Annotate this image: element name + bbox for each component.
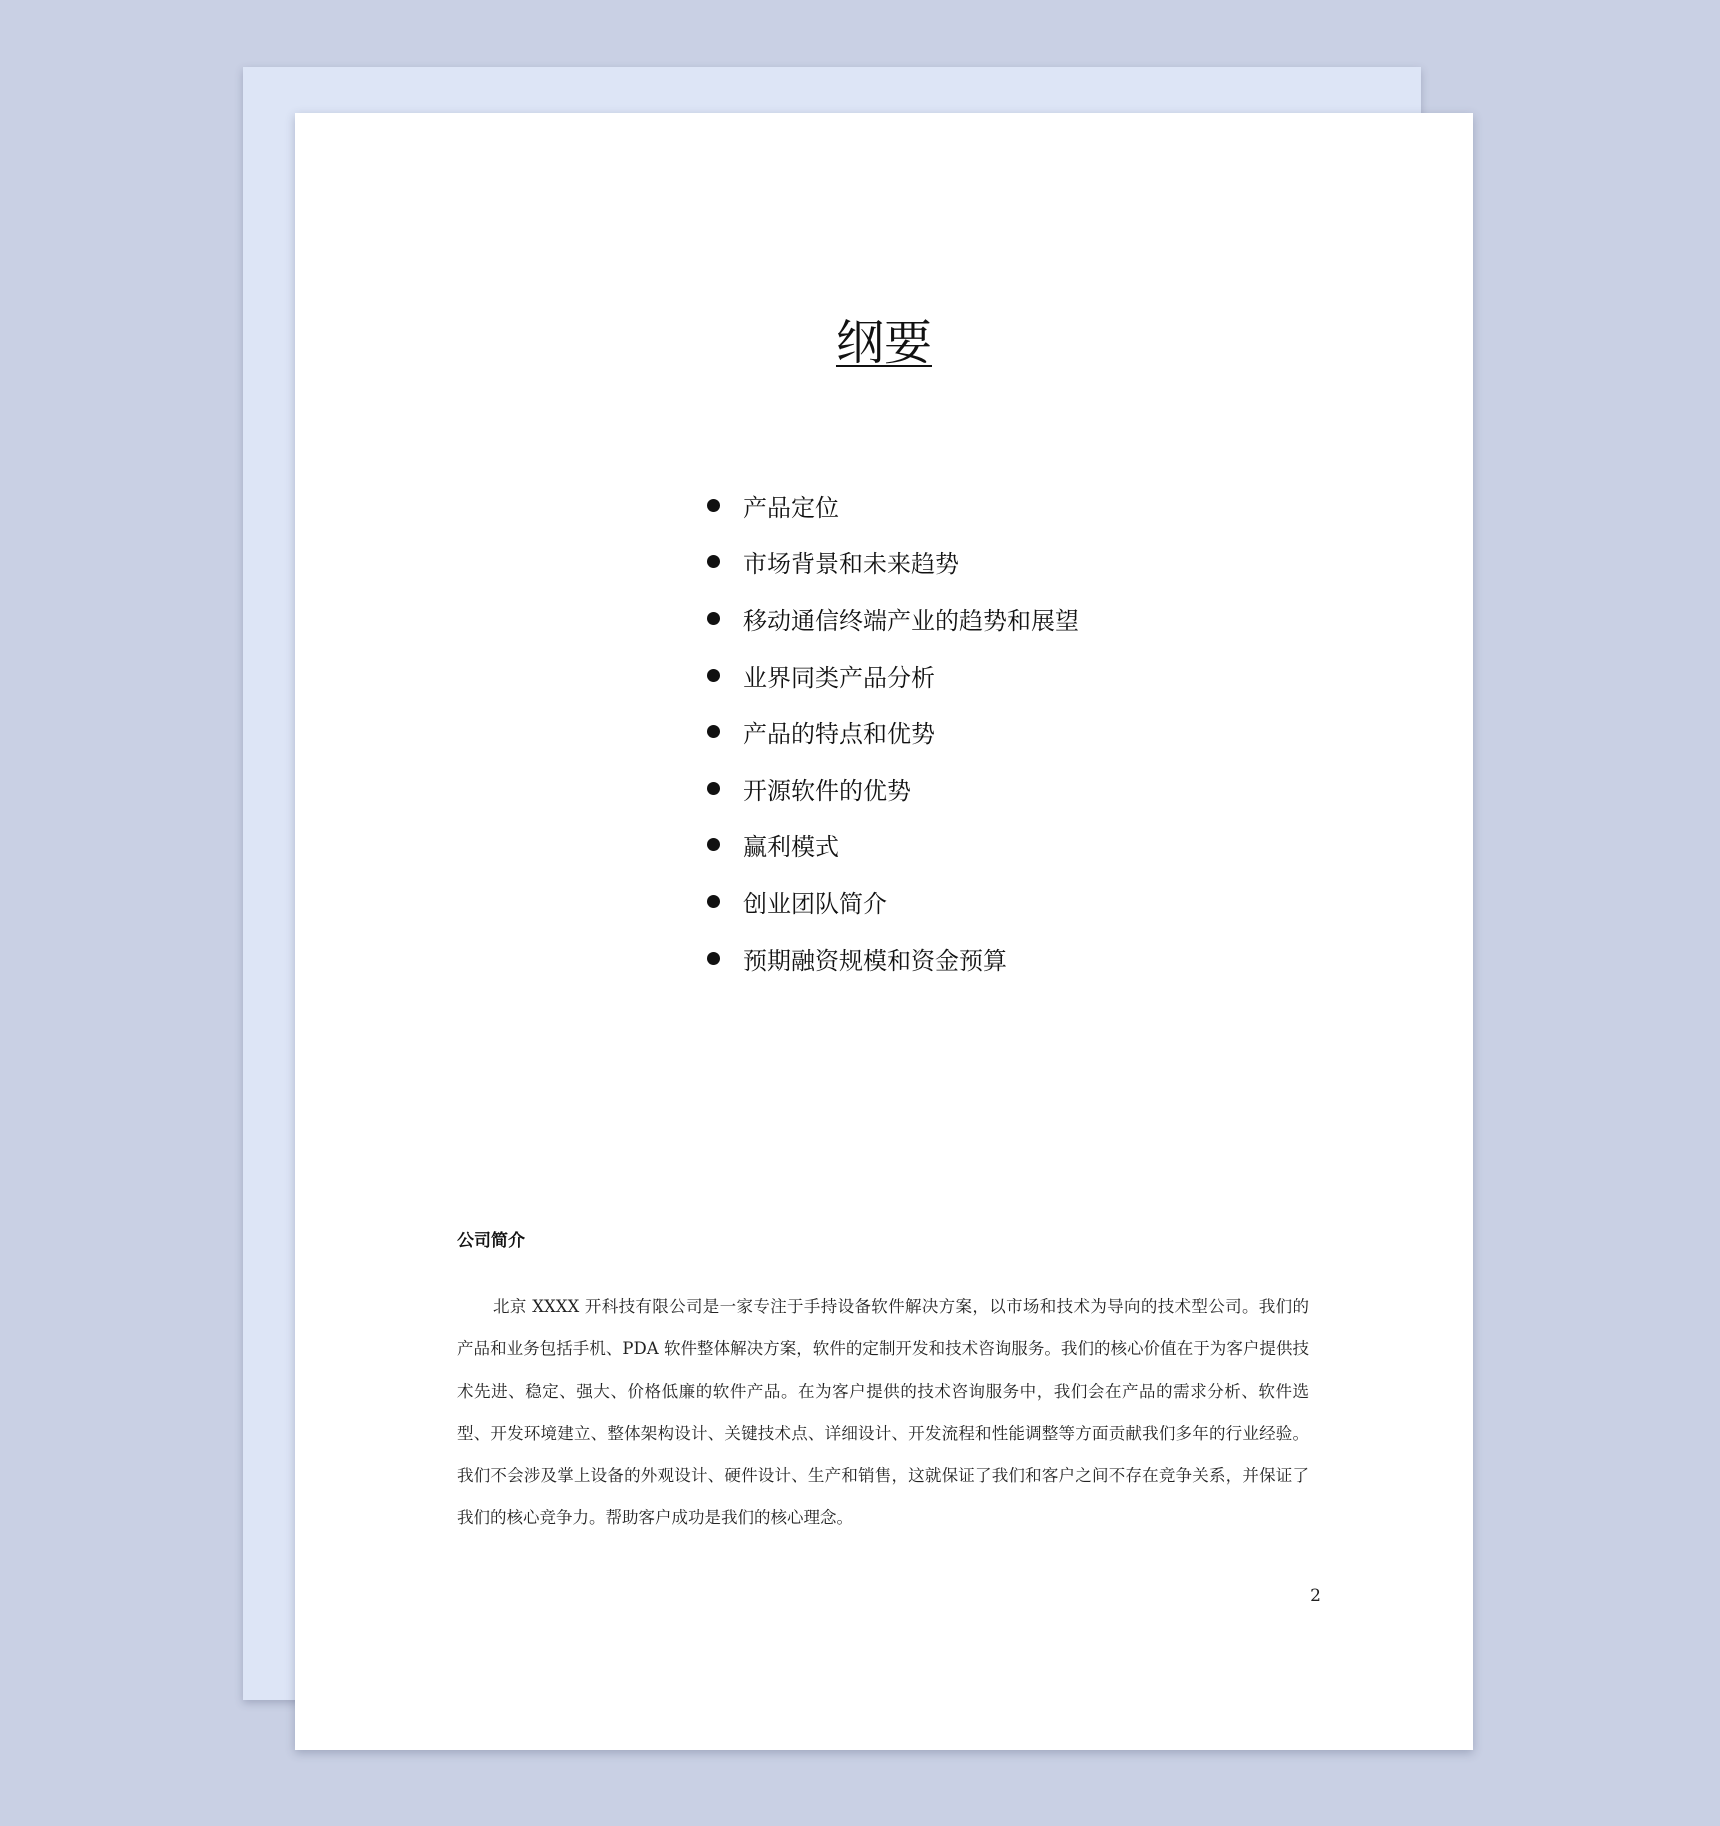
bullet-icon	[707, 895, 720, 908]
company-intro-paragraph: 北京 XXXX 开科技有限公司是一家专注于手持设备软件解决方案，以市场和技术为导向的技术型公司。我们的产品和业务包括手机、PDA 软件整体解决方案，软件的定制开发和技术咨询服务。我们的核心价值在于为客户提供技术先进、稳定、强大、价格低廉的软件产品。在为客户提供的技术咨询服务中，我们会在产品的需求分析、软件选型、开发环境建立、整体架构设计、关键技术点、详细设计、开发流程和性能调整等方面贡献我们多年的行业经验。我们不会涉及掌上设备的外观设计、硬件设计、生产和销售，这就保证了我们和客户之间不存在竞争关系，并保证了我们的核心竞争力。帮助客户成功是我们的核心理念。	[457, 1297, 1309, 1528]
outline-item-label: 产品的特点和优势	[743, 720, 935, 749]
outline-title-text: 纲要	[835, 315, 932, 371]
outline-item	[707, 647, 1079, 704]
outline-item	[707, 534, 1079, 591]
bullet-icon	[707, 612, 720, 625]
outline-item	[707, 590, 1079, 647]
bullet-icon	[707, 555, 720, 568]
outline-item	[707, 703, 1079, 760]
outline-item	[707, 873, 1079, 930]
outline-item	[707, 817, 1079, 874]
bullet-icon	[707, 499, 720, 512]
bullet-icon	[707, 669, 720, 682]
outline-item-label: 预期融资规模和资金预算	[743, 946, 1007, 975]
outline-item	[707, 930, 1079, 987]
outline-item	[707, 760, 1079, 817]
bullet-icon	[707, 838, 720, 851]
outline-item-label: 开源软件的优势	[743, 776, 911, 805]
outline-item-label: 赢利模式	[743, 833, 839, 862]
outline-list	[707, 477, 1079, 986]
outline-item	[707, 477, 1079, 534]
outline-item-label: 业界同类产品分析	[743, 663, 935, 692]
outline-item-label: 市场背景和未来趋势	[743, 550, 959, 579]
outline-item-label: 创业团队简介	[743, 889, 887, 918]
outline-item-label: 产品定位	[743, 493, 839, 522]
outline-item-label: 移动通信终端产业的趋势和展望	[743, 606, 1079, 635]
bullet-icon	[707, 725, 720, 738]
bullet-icon	[707, 782, 720, 795]
document-page	[295, 113, 1473, 1750]
page-number: 2	[1310, 1586, 1321, 1606]
bullet-icon	[707, 952, 720, 965]
section-heading: 公司简介	[457, 1231, 525, 1251]
outline-title	[295, 313, 1473, 373]
